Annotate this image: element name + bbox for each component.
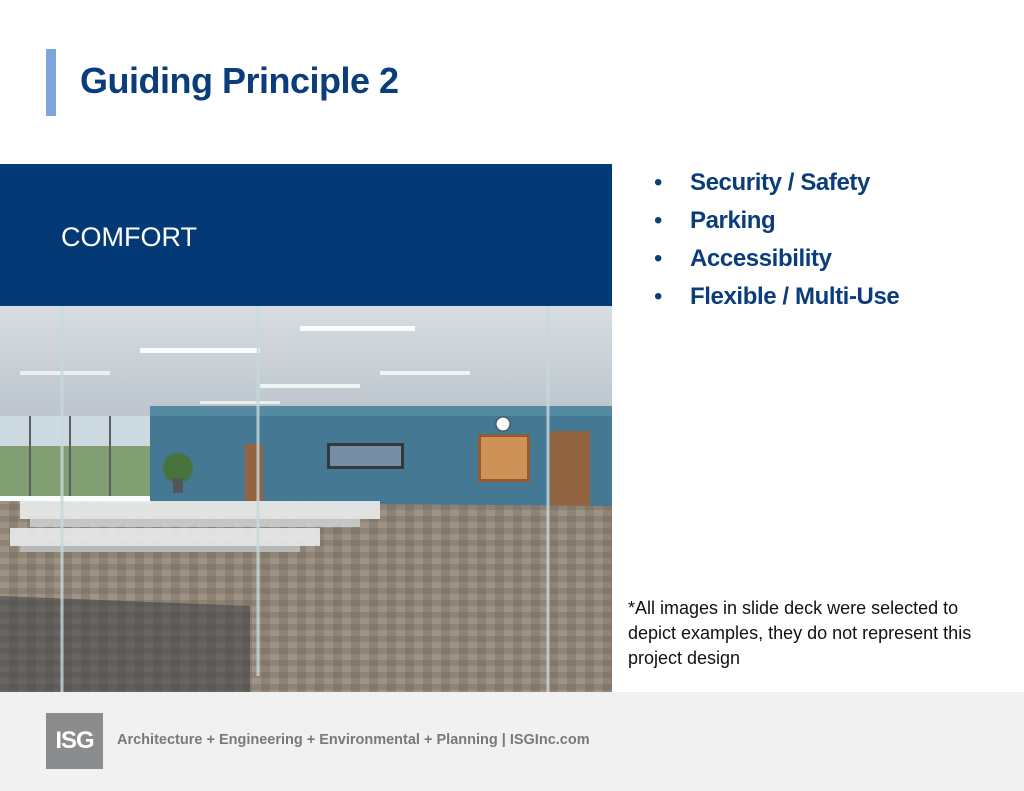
section-banner <box>0 164 612 306</box>
bullet-parking: • Parking <box>652 204 899 242</box>
disclaimer-note: *All images in slide deck were selected to depict examples, they do not represent this project design <box>628 598 972 668</box>
principle-bullet-list <box>652 166 899 318</box>
title-accent-bar <box>46 49 56 116</box>
slide-footer <box>0 692 1024 791</box>
meeting-room-photo <box>0 306 612 692</box>
bullet-dot-icon: • <box>654 245 663 272</box>
section-label: COMFORT <box>61 222 197 252</box>
isg-logo: ISG <box>46 713 103 769</box>
bullet-accessibility: • Accessibility <box>652 242 899 280</box>
bullet-security-safety: • Security / Safety <box>652 166 899 204</box>
footer-tagline: Architecture + Engineering + Environmental + Planning | ISGInc.com <box>117 732 590 748</box>
bullet-dot-icon: • <box>654 207 663 234</box>
slide-title: Guiding Principle 2 <box>80 60 399 101</box>
bullet-flexible-multi-use: • Flexible / Multi-Use <box>652 280 899 318</box>
bullet-dot-icon: • <box>654 283 663 310</box>
bullet-dot-icon: • <box>654 169 663 196</box>
